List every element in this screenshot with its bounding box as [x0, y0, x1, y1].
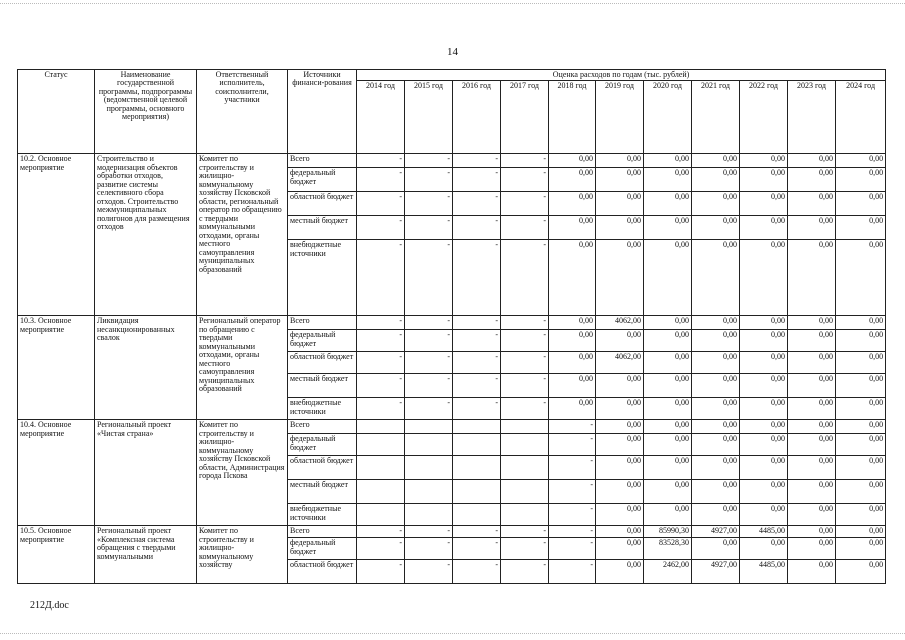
page-number: 14	[447, 46, 458, 58]
expense-value-cell: 2462,00	[644, 560, 692, 584]
expense-value-cell: -	[453, 168, 501, 192]
expense-value-cell: -	[357, 192, 405, 216]
expense-value-cell: 0,00	[836, 420, 886, 434]
expense-value-cell: 0,00	[549, 398, 596, 420]
funding-source: Всего	[288, 316, 357, 330]
expense-value-cell	[357, 480, 405, 504]
expense-value-cell: 0,00	[549, 352, 596, 374]
expense-value-cell: 0,00	[788, 316, 836, 330]
expense-value-cell: -	[357, 538, 405, 560]
section-status: 10.4. Основное мероприятие	[18, 420, 95, 526]
expense-value-cell: 0,00	[740, 538, 788, 560]
expense-value-cell: -	[357, 168, 405, 192]
expense-value-cell: -	[453, 352, 501, 374]
expense-value-cell: -	[453, 240, 501, 316]
expense-value-cell: 0,00	[692, 352, 740, 374]
expense-value-cell: 4927,00	[692, 560, 740, 584]
expense-value-cell: -	[453, 316, 501, 330]
expense-value-cell: -	[405, 374, 453, 398]
expense-value-cell: -	[453, 154, 501, 168]
expense-value-cell: 0,00	[692, 216, 740, 240]
expense-value-cell: 0,00	[788, 192, 836, 216]
expense-value-cell: 0,00	[596, 330, 644, 352]
expense-value-cell: -	[405, 240, 453, 316]
header-sources: Источники финанси-рования	[288, 70, 357, 154]
funding-source: Всего	[288, 526, 357, 538]
expense-value-cell: 0,00	[644, 456, 692, 480]
expense-value-cell: 0,00	[692, 330, 740, 352]
expense-value-cell	[453, 456, 501, 480]
expense-value-cell: -	[453, 538, 501, 560]
header-executor: Ответственный исполнитель, соисполнители, участники	[197, 70, 288, 154]
expense-value-cell: -	[549, 480, 596, 504]
expense-value-cell: -	[453, 330, 501, 352]
expense-value-cell	[405, 420, 453, 434]
header-year: 2022 год	[740, 81, 788, 154]
expense-value-cell	[453, 434, 501, 456]
expense-value-cell: 0,00	[740, 420, 788, 434]
expense-value-cell: 0,00	[788, 420, 836, 434]
expense-value-cell: 0,00	[788, 560, 836, 584]
expense-value-cell: 0,00	[740, 456, 788, 480]
header-year: 2023 год	[788, 81, 836, 154]
expense-value-cell: 0,00	[788, 374, 836, 398]
table-row	[18, 526, 886, 538]
table-row	[18, 154, 886, 168]
bottom-edge-line	[0, 633, 905, 634]
expense-value-cell: 0,00	[692, 192, 740, 216]
expense-value-cell: 0,00	[740, 374, 788, 398]
expense-value-cell: 0,00	[692, 434, 740, 456]
expense-value-cell: 0,00	[740, 168, 788, 192]
expense-value-cell: -	[501, 352, 549, 374]
expense-value-cell: 0,00	[644, 434, 692, 456]
expense-value-cell	[357, 504, 405, 526]
header-year: 2021 год	[692, 81, 740, 154]
expense-value-cell: 0,00	[644, 330, 692, 352]
expense-value-cell: 0,00	[596, 168, 644, 192]
expense-value-cell	[405, 456, 453, 480]
expense-value-cell	[357, 456, 405, 480]
expense-value-cell: 4062,00	[596, 316, 644, 330]
expense-value-cell: -	[357, 374, 405, 398]
expense-value-cell: 0,00	[692, 456, 740, 480]
expense-value-cell: 0,00	[692, 420, 740, 434]
expense-value-cell: 0,00	[644, 420, 692, 434]
funding-source: областной бюджет	[288, 456, 357, 480]
expense-value-cell: 0,00	[596, 526, 644, 538]
expense-value-cell: 0,00	[740, 434, 788, 456]
expense-value-cell: 0,00	[788, 216, 836, 240]
expense-value-cell: 0,00	[836, 480, 886, 504]
expense-value-cell: -	[549, 560, 596, 584]
expense-value-cell: -	[405, 168, 453, 192]
expense-value-cell: -	[501, 374, 549, 398]
expense-value-cell: 0,00	[596, 560, 644, 584]
funding-source: областной бюджет	[288, 352, 357, 374]
expense-value-cell: 0,00	[644, 316, 692, 330]
funding-source: внебюджетные источники	[288, 398, 357, 420]
expense-value-cell: 0,00	[596, 374, 644, 398]
expense-value-cell: -	[501, 398, 549, 420]
funding-source: местный бюджет	[288, 216, 357, 240]
expense-value-cell: -	[405, 398, 453, 420]
funding-source: местный бюджет	[288, 480, 357, 504]
expense-value-cell: 0,00	[692, 398, 740, 420]
expense-value-cell	[501, 480, 549, 504]
funding-source: местный бюджет	[288, 374, 357, 398]
expense-value-cell: -	[453, 560, 501, 584]
expense-value-cell: 0,00	[549, 192, 596, 216]
expense-value-cell: 0,00	[740, 154, 788, 168]
expense-value-cell: 4062,00	[596, 352, 644, 374]
expense-value-cell: 0,00	[549, 330, 596, 352]
expense-value-cell: 0,00	[596, 480, 644, 504]
expense-value-cell	[501, 420, 549, 434]
expense-value-cell: 0,00	[836, 504, 886, 526]
funding-source: федеральный бюджет	[288, 330, 357, 352]
expense-value-cell: 0,00	[788, 352, 836, 374]
expense-value-cell: -	[501, 154, 549, 168]
expenses-table	[17, 69, 886, 584]
expense-value-cell	[453, 504, 501, 526]
expense-value-cell: 0,00	[549, 154, 596, 168]
funding-source: внебюджетные источники	[288, 504, 357, 526]
expense-value-cell: 4927,00	[692, 526, 740, 538]
section-executor: Комитет по строительству и жилищно-коммунальному хозяйству Псковской области, Администрация города Пскова	[197, 420, 288, 526]
header-year: 2019 год	[596, 81, 644, 154]
expense-value-cell: 0,00	[788, 330, 836, 352]
expense-value-cell: -	[405, 330, 453, 352]
expense-value-cell: 0,00	[788, 538, 836, 560]
funding-source: областной бюджет	[288, 192, 357, 216]
funding-source: областной бюджет	[288, 560, 357, 584]
expense-value-cell: 0,00	[740, 192, 788, 216]
header-name: Наименование государственной программы, подпрограммы (ведомственной целевой программы, основного мероприятия)	[95, 70, 197, 154]
section-executor: Региональный оператор по обращению с твердыми коммунальными отходами, органы местного самоуправления муниципальных образований	[197, 316, 288, 420]
expense-value-cell: 0,00	[836, 316, 886, 330]
expense-value-cell: 0,00	[836, 560, 886, 584]
expense-value-cell: 0,00	[644, 374, 692, 398]
expense-value-cell: -	[453, 192, 501, 216]
expense-value-cell: 0,00	[596, 420, 644, 434]
expense-value-cell	[405, 480, 453, 504]
expense-value-cell: -	[501, 560, 549, 584]
expense-value-cell: -	[549, 420, 596, 434]
expense-value-cell	[453, 480, 501, 504]
expense-value-cell	[405, 434, 453, 456]
section-status: 10.3. Основное мероприятие	[18, 316, 95, 420]
expense-value-cell: -	[357, 398, 405, 420]
expense-value-cell: -	[357, 560, 405, 584]
expense-value-cell: -	[357, 352, 405, 374]
section-name: Региональный проект «Комплексная система обращения с твердыми коммунальными	[95, 526, 197, 584]
section-name: Строительство и модернизация объектов обработки отходов, развитие системы селективного сбора отходов. Строительство межмуниципальных полигонов для размещения отходов	[95, 154, 197, 316]
expense-value-cell: 0,00	[836, 216, 886, 240]
expense-value-cell: 0,00	[740, 216, 788, 240]
expense-value-cell: 0,00	[836, 374, 886, 398]
expense-value-cell: 0,00	[596, 456, 644, 480]
expense-value-cell: 0,00	[788, 480, 836, 504]
header-year: 2014 год	[357, 81, 405, 154]
expense-value-cell: -	[549, 456, 596, 480]
expense-value-cell: 0,00	[740, 330, 788, 352]
header-year: 2018 год	[549, 81, 596, 154]
expense-value-cell: 83528,30	[644, 538, 692, 560]
expense-value-cell: -	[405, 560, 453, 584]
expense-value-cell: 0,00	[788, 434, 836, 456]
table-row	[18, 316, 886, 330]
expense-value-cell: 0,00	[596, 398, 644, 420]
expense-value-cell: 0,00	[549, 316, 596, 330]
expense-value-cell: 0,00	[788, 154, 836, 168]
expense-value-cell: 0,00	[692, 538, 740, 560]
expense-value-cell: -	[357, 316, 405, 330]
header-year: 2017 год	[501, 81, 549, 154]
expense-value-cell: 0,00	[644, 192, 692, 216]
expense-value-cell: 0,00	[836, 192, 886, 216]
expense-value-cell: 0,00	[836, 352, 886, 374]
expense-value-cell: 0,00	[788, 456, 836, 480]
expense-value-cell: 0,00	[836, 154, 886, 168]
expense-value-cell: 85990,30	[644, 526, 692, 538]
expense-value-cell: -	[453, 398, 501, 420]
expense-value-cell: -	[405, 216, 453, 240]
expense-value-cell: -	[549, 504, 596, 526]
expense-value-cell: -	[549, 434, 596, 456]
expense-value-cell: 0,00	[788, 398, 836, 420]
expense-value-cell: -	[405, 192, 453, 216]
expense-value-cell: 0,00	[836, 538, 886, 560]
expense-value-cell: -	[405, 352, 453, 374]
expense-value-cell: 0,00	[596, 216, 644, 240]
expense-value-cell: 0,00	[836, 526, 886, 538]
expense-value-cell	[501, 504, 549, 526]
expense-value-cell: 0,00	[692, 168, 740, 192]
expense-value-cell: 0,00	[596, 240, 644, 316]
expense-value-cell: 0,00	[596, 504, 644, 526]
expense-value-cell: 0,00	[740, 352, 788, 374]
file-name-footer: 212Д.doc	[30, 600, 69, 611]
expense-value-cell: -	[501, 216, 549, 240]
expense-value-cell: 0,00	[740, 480, 788, 504]
expense-value-cell: -	[501, 316, 549, 330]
expense-value-cell: -	[453, 216, 501, 240]
expense-value-cell: -	[405, 154, 453, 168]
expense-value-cell: 0,00	[740, 398, 788, 420]
expense-value-cell: 0,00	[596, 192, 644, 216]
expense-value-cell: -	[549, 538, 596, 560]
expense-value-cell: 0,00	[644, 240, 692, 316]
header-status: Статус	[18, 70, 95, 154]
funding-source: Всего	[288, 154, 357, 168]
expense-value-cell: 0,00	[692, 374, 740, 398]
expense-value-cell: 4485,00	[740, 526, 788, 538]
expense-value-cell: 0,00	[788, 504, 836, 526]
expense-value-cell: 0,00	[788, 240, 836, 316]
expense-value-cell: -	[357, 526, 405, 538]
expense-value-cell: -	[453, 526, 501, 538]
expense-value-cell: 0,00	[740, 316, 788, 330]
expense-value-cell	[453, 420, 501, 434]
expense-value-cell: 0,00	[836, 398, 886, 420]
expense-value-cell: 0,00	[692, 316, 740, 330]
expense-value-cell: 0,00	[836, 168, 886, 192]
expense-value-cell: -	[453, 374, 501, 398]
expense-value-cell: -	[501, 168, 549, 192]
expense-value-cell	[357, 434, 405, 456]
expense-value-cell: 0,00	[549, 240, 596, 316]
expense-value-cell: 0,00	[788, 526, 836, 538]
expense-value-cell	[405, 504, 453, 526]
funding-source: федеральный бюджет	[288, 538, 357, 560]
expense-value-cell: 0,00	[549, 374, 596, 398]
section-executor: Комитет по строительству и жилищно-коммунальному хозяйству	[197, 526, 288, 584]
expense-value-cell: 0,00	[836, 240, 886, 316]
funding-source: внебюджетные источники	[288, 240, 357, 316]
expense-value-cell: 0,00	[644, 398, 692, 420]
expense-value-cell: -	[501, 526, 549, 538]
expense-value-cell: -	[357, 240, 405, 316]
expense-value-cell: 0,00	[644, 154, 692, 168]
expense-value-cell: 0,00	[644, 504, 692, 526]
expense-value-cell: 0,00	[692, 504, 740, 526]
expense-value-cell: 0,00	[740, 504, 788, 526]
expense-value-cell: -	[501, 538, 549, 560]
expense-value-cell: 0,00	[644, 480, 692, 504]
expense-value-cell: -	[501, 240, 549, 316]
expense-value-cell	[501, 434, 549, 456]
section-executor: Комитет по строительству и жилищно-коммунальному хозяйству Псковской области, региональный оператор по обращению с твердыми коммунальными отходами, органы местного самоуправления муниципальных образований	[197, 154, 288, 316]
expense-value-cell: 0,00	[836, 330, 886, 352]
expense-value-cell	[501, 456, 549, 480]
section-name: Ликвидация несанкционированных свалок	[95, 316, 197, 420]
expense-value-cell: 0,00	[596, 538, 644, 560]
section-status: 10.5. Основное мероприятие	[18, 526, 95, 584]
funding-source: федеральный бюджет	[288, 434, 357, 456]
expense-value-cell	[357, 420, 405, 434]
header-estimate: Оценка расходов по годам (тыс. рублей)	[357, 70, 886, 81]
expense-value-cell: 0,00	[596, 154, 644, 168]
table-row	[18, 420, 886, 434]
section-status: 10.2. Основное мероприятие	[18, 154, 95, 316]
header-year: 2016 год	[453, 81, 501, 154]
expense-value-cell: 0,00	[740, 240, 788, 316]
section-name: Региональный проект «Чистая страна»	[95, 420, 197, 526]
header-year: 2015 год	[405, 81, 453, 154]
expense-value-cell: -	[501, 192, 549, 216]
funding-source: Всего	[288, 420, 357, 434]
expense-value-cell: 0,00	[692, 240, 740, 316]
expense-value-cell: -	[357, 330, 405, 352]
expense-value-cell: 0,00	[836, 456, 886, 480]
expense-value-cell: 0,00	[596, 434, 644, 456]
expense-value-cell: 0,00	[549, 216, 596, 240]
expense-value-cell: 0,00	[644, 216, 692, 240]
expense-value-cell: 0,00	[692, 154, 740, 168]
header-year: 2020 год	[644, 81, 692, 154]
top-edge-line	[0, 3, 905, 4]
expense-value-cell: -	[549, 526, 596, 538]
expense-value-cell: -	[357, 216, 405, 240]
expense-value-cell: -	[405, 316, 453, 330]
expense-value-cell: 4485,00	[740, 560, 788, 584]
header-year: 2024 год	[836, 81, 886, 154]
expense-value-cell: -	[405, 538, 453, 560]
expense-value-cell: 0,00	[644, 352, 692, 374]
expense-value-cell: -	[357, 154, 405, 168]
funding-source: федеральный бюджет	[288, 168, 357, 192]
expense-value-cell: 0,00	[692, 480, 740, 504]
expense-value-cell: 0,00	[788, 168, 836, 192]
expense-value-cell: 0,00	[836, 434, 886, 456]
expense-value-cell: -	[405, 526, 453, 538]
expense-value-cell: 0,00	[549, 168, 596, 192]
expense-value-cell: 0,00	[644, 168, 692, 192]
expense-value-cell: -	[501, 330, 549, 352]
